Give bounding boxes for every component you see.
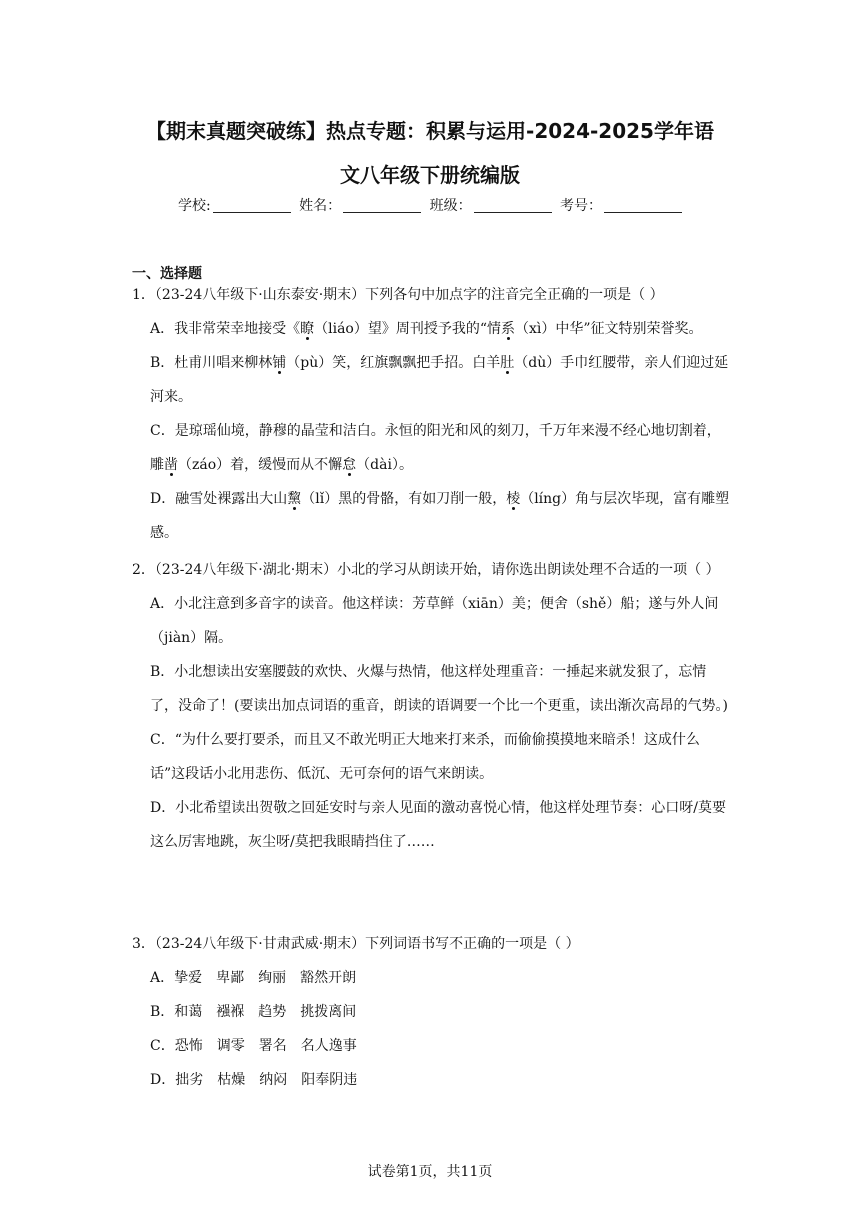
option-d[interactable]: D．拙劣 枯燥 纳闷 阳奉阴违 [150, 1072, 358, 1088]
exam-number-blank[interactable] [604, 196, 682, 213]
student-info-line [60, 193, 800, 219]
question-stem: 2．（23-24八年级下·湖北·期末）小北的学习从朗读开始，请你选出朗读处理不合适的一项（ ） [132, 562, 720, 578]
class-blank[interactable] [474, 196, 552, 213]
question-2 [132, 553, 732, 859]
option-c[interactable]: C．恐怖 调零 署名 名人逸事 [150, 1038, 357, 1054]
page-title-line-1: 【期末真题突破练】热点专题：积累与运用-2024-2025学年语 [146, 119, 714, 143]
dotted-character: 棱 [506, 491, 521, 507]
page-title-line-2: 文八年级下册统编版 [340, 163, 520, 187]
dotted-character: 系 [501, 321, 516, 337]
option-a[interactable]: A．我非常荣幸地接受《瞭（liáo）望》周刊授予我的“情系（xì）中华”征文特别荣誉奖。 [150, 321, 703, 337]
option-a[interactable]: A．小北注意到多音字的读音。他这样读：芳草鲜（xiān）美；便舍（shě）船；遂与外人间（jiàn）隔。 [150, 596, 719, 646]
question-1 [132, 278, 732, 550]
option-b[interactable]: B．杜甫川唱来柳林铺（pù）笑，红旗飘飘把手招。白羊肚（dù）手巾红腰带，亲人们迎过延河来。 [150, 355, 729, 405]
dotted-character: 铺 [272, 355, 287, 371]
class-field[interactable] [430, 193, 552, 219]
option-c[interactable]: C．“为什么要打要杀，而且又不敢光明正大地来打来杀，而偷偷摸摸地来暗杀！这成什么话”这段话小北用悲伤、低沉、无可奈何的语气来朗读。 [150, 732, 700, 782]
question-stem: 3．（23-24八年级下·甘肃武威·期末）下列词语书写不正确的一项是（ ） [132, 936, 580, 952]
option-d[interactable]: D．融雪处裸露出大山黧（lǐ）黑的骨骼，有如刀削一般，棱（líng）角与层次毕现，富有雕塑感。 [150, 491, 730, 541]
option-d[interactable]: D．小北希望读出贺敬之回延安时与亲人见面的激动喜悦心情，他这样处理节奏：心口呀/莫要这么厉害地跳，灰尘呀/莫把我眼睛挡住了…… [150, 800, 726, 850]
class-label: 班级： [429, 198, 472, 214]
question-3 [132, 927, 732, 1097]
section-heading: 一、选择题 [132, 266, 202, 282]
exam-number-field[interactable] [560, 193, 682, 219]
option-b[interactable]: B．小北想读出安塞腰鼓的欢快、火爆与热情，他这样处理重音：一捶起来就发狠了，忘情了，没命了！(要读出加点词语的重音，朗读的语调要一个比一个更重，读出渐次高昂的气势。) [150, 664, 728, 714]
option-c[interactable]: C．是琼瑶仙境，静穆的晶莹和洁白。永恒的阳光和风的刻刀，千万年来漫不经心地切割着，雕凿（záo）着，缓慢而从不懈怠（dài）。 [150, 423, 721, 473]
dotted-character: 凿 [164, 457, 178, 473]
dotted-character: 瞭 [300, 321, 315, 337]
option-a[interactable]: A．挚爱 卑鄙 绚丽 豁然开朗 [150, 970, 357, 986]
exam-number-label: 考号： [560, 198, 603, 214]
name-blank[interactable] [343, 196, 421, 213]
option-b[interactable]: B．和蔼 襁褓 趋势 挑拨离间 [150, 1004, 357, 1020]
name-label: 姓名： [299, 198, 342, 214]
question-stem: 1．（23-24八年级下·山东泰安·期末）下列各句中加点字的注音完全正确的一项是（ ） [132, 287, 664, 303]
school-blank[interactable] [213, 196, 291, 213]
dotted-character: 怠 [342, 457, 357, 473]
page-footer: 试卷第1页，共11页 [367, 1164, 493, 1180]
dotted-character: 黧 [287, 491, 302, 507]
school-field[interactable] [178, 193, 291, 219]
school-label: 学校: [177, 198, 211, 214]
name-field[interactable] [299, 193, 421, 219]
dotted-character: 肚 [500, 355, 515, 371]
